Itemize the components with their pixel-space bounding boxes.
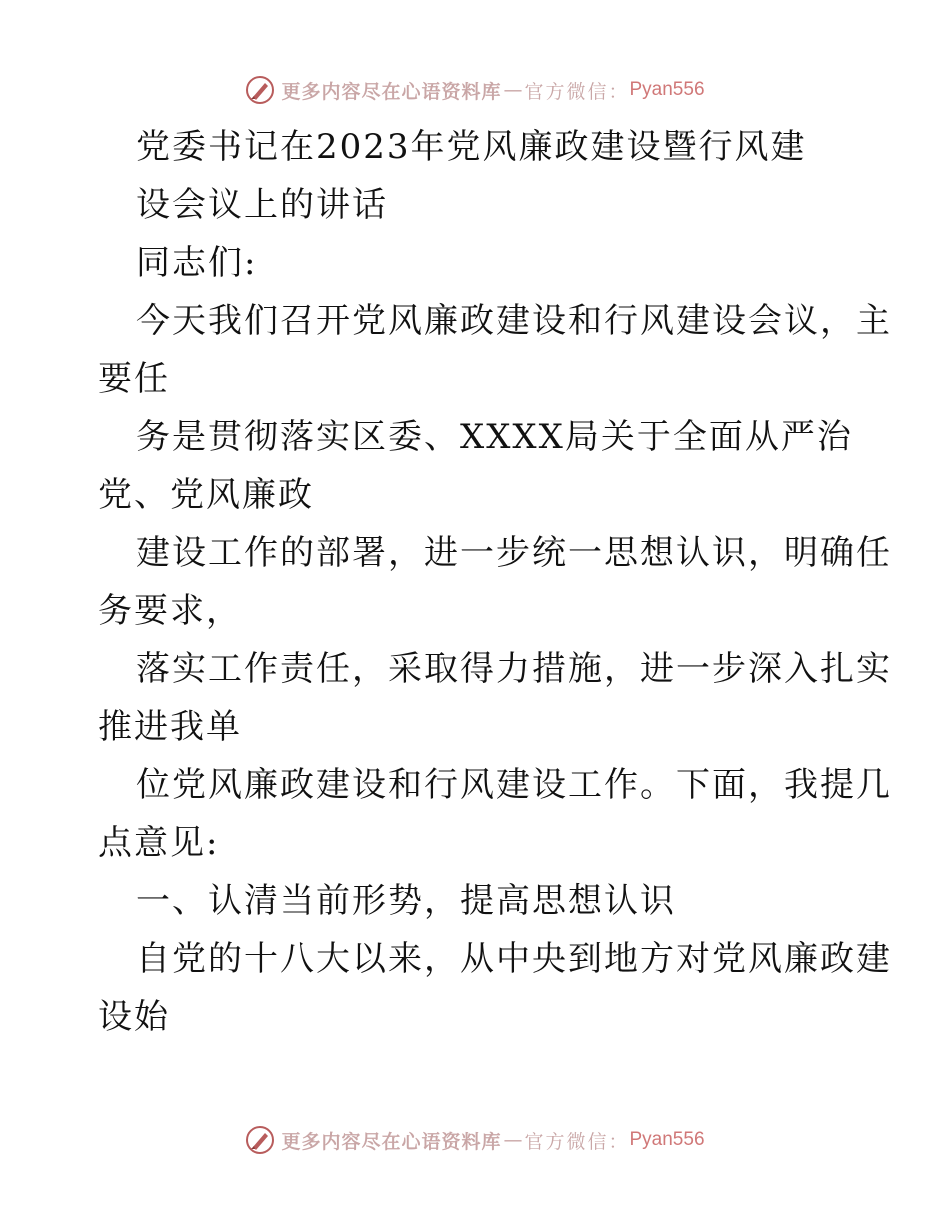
watermark-official-label: 官方微信：: [524, 80, 630, 103]
paragraph-line: 务是贯彻落实区委、XXXX局关于全面从严治: [136, 417, 853, 457]
footer-watermark: [0, 1120, 950, 1160]
paragraph-line: 推进我单: [98, 707, 242, 747]
paragraph-line: 同志们:: [136, 243, 258, 283]
paragraph-line: 要任: [98, 359, 170, 399]
paragraph-line: 建设工作的部署，进一步统一思想认识，明确任: [136, 533, 892, 573]
paragraph-line: 务要求，: [98, 591, 242, 631]
paragraph-line: 自党的十八大以来，从中央到地方对党风廉政建: [136, 939, 892, 979]
paragraph-line: 党、党风廉政: [98, 475, 314, 515]
pen-logo-icon: [245, 75, 275, 105]
paragraph-line: 落实工作责任，采取得力措施，进一步深入扎实: [136, 649, 892, 689]
watermark-dash: —: [503, 79, 523, 101]
paragraph-line: 点意见:: [98, 823, 220, 863]
header-watermark: [0, 70, 950, 110]
paragraph-line: 党委书记在2023年党风廉政建设暨行风建: [136, 127, 807, 167]
watermark-text: 更多内容尽在心语资料库: [281, 1130, 502, 1153]
document-body: [98, 118, 892, 1046]
paragraph-line: 位党风廉政建设和行风建设工作。下面，我提几: [136, 765, 892, 805]
paragraph-line: 一、认清当前形势，提高思想认识: [136, 881, 676, 921]
paragraph-line: 设始: [98, 997, 170, 1037]
paragraph-line: 设会议上的讲话: [136, 185, 388, 225]
watermark-wechat-id: Pyan556: [629, 1129, 705, 1150]
pen-logo-icon: [245, 1125, 275, 1155]
paragraph-line: 今天我们召开党风廉政建设和行风建设会议，主: [136, 301, 892, 341]
watermark-text: 更多内容尽在心语资料库: [281, 80, 502, 103]
watermark-official-label: 官方微信：: [524, 1130, 630, 1153]
watermark-wechat-id: Pyan556: [629, 79, 705, 100]
watermark-dash: —: [503, 1129, 523, 1151]
